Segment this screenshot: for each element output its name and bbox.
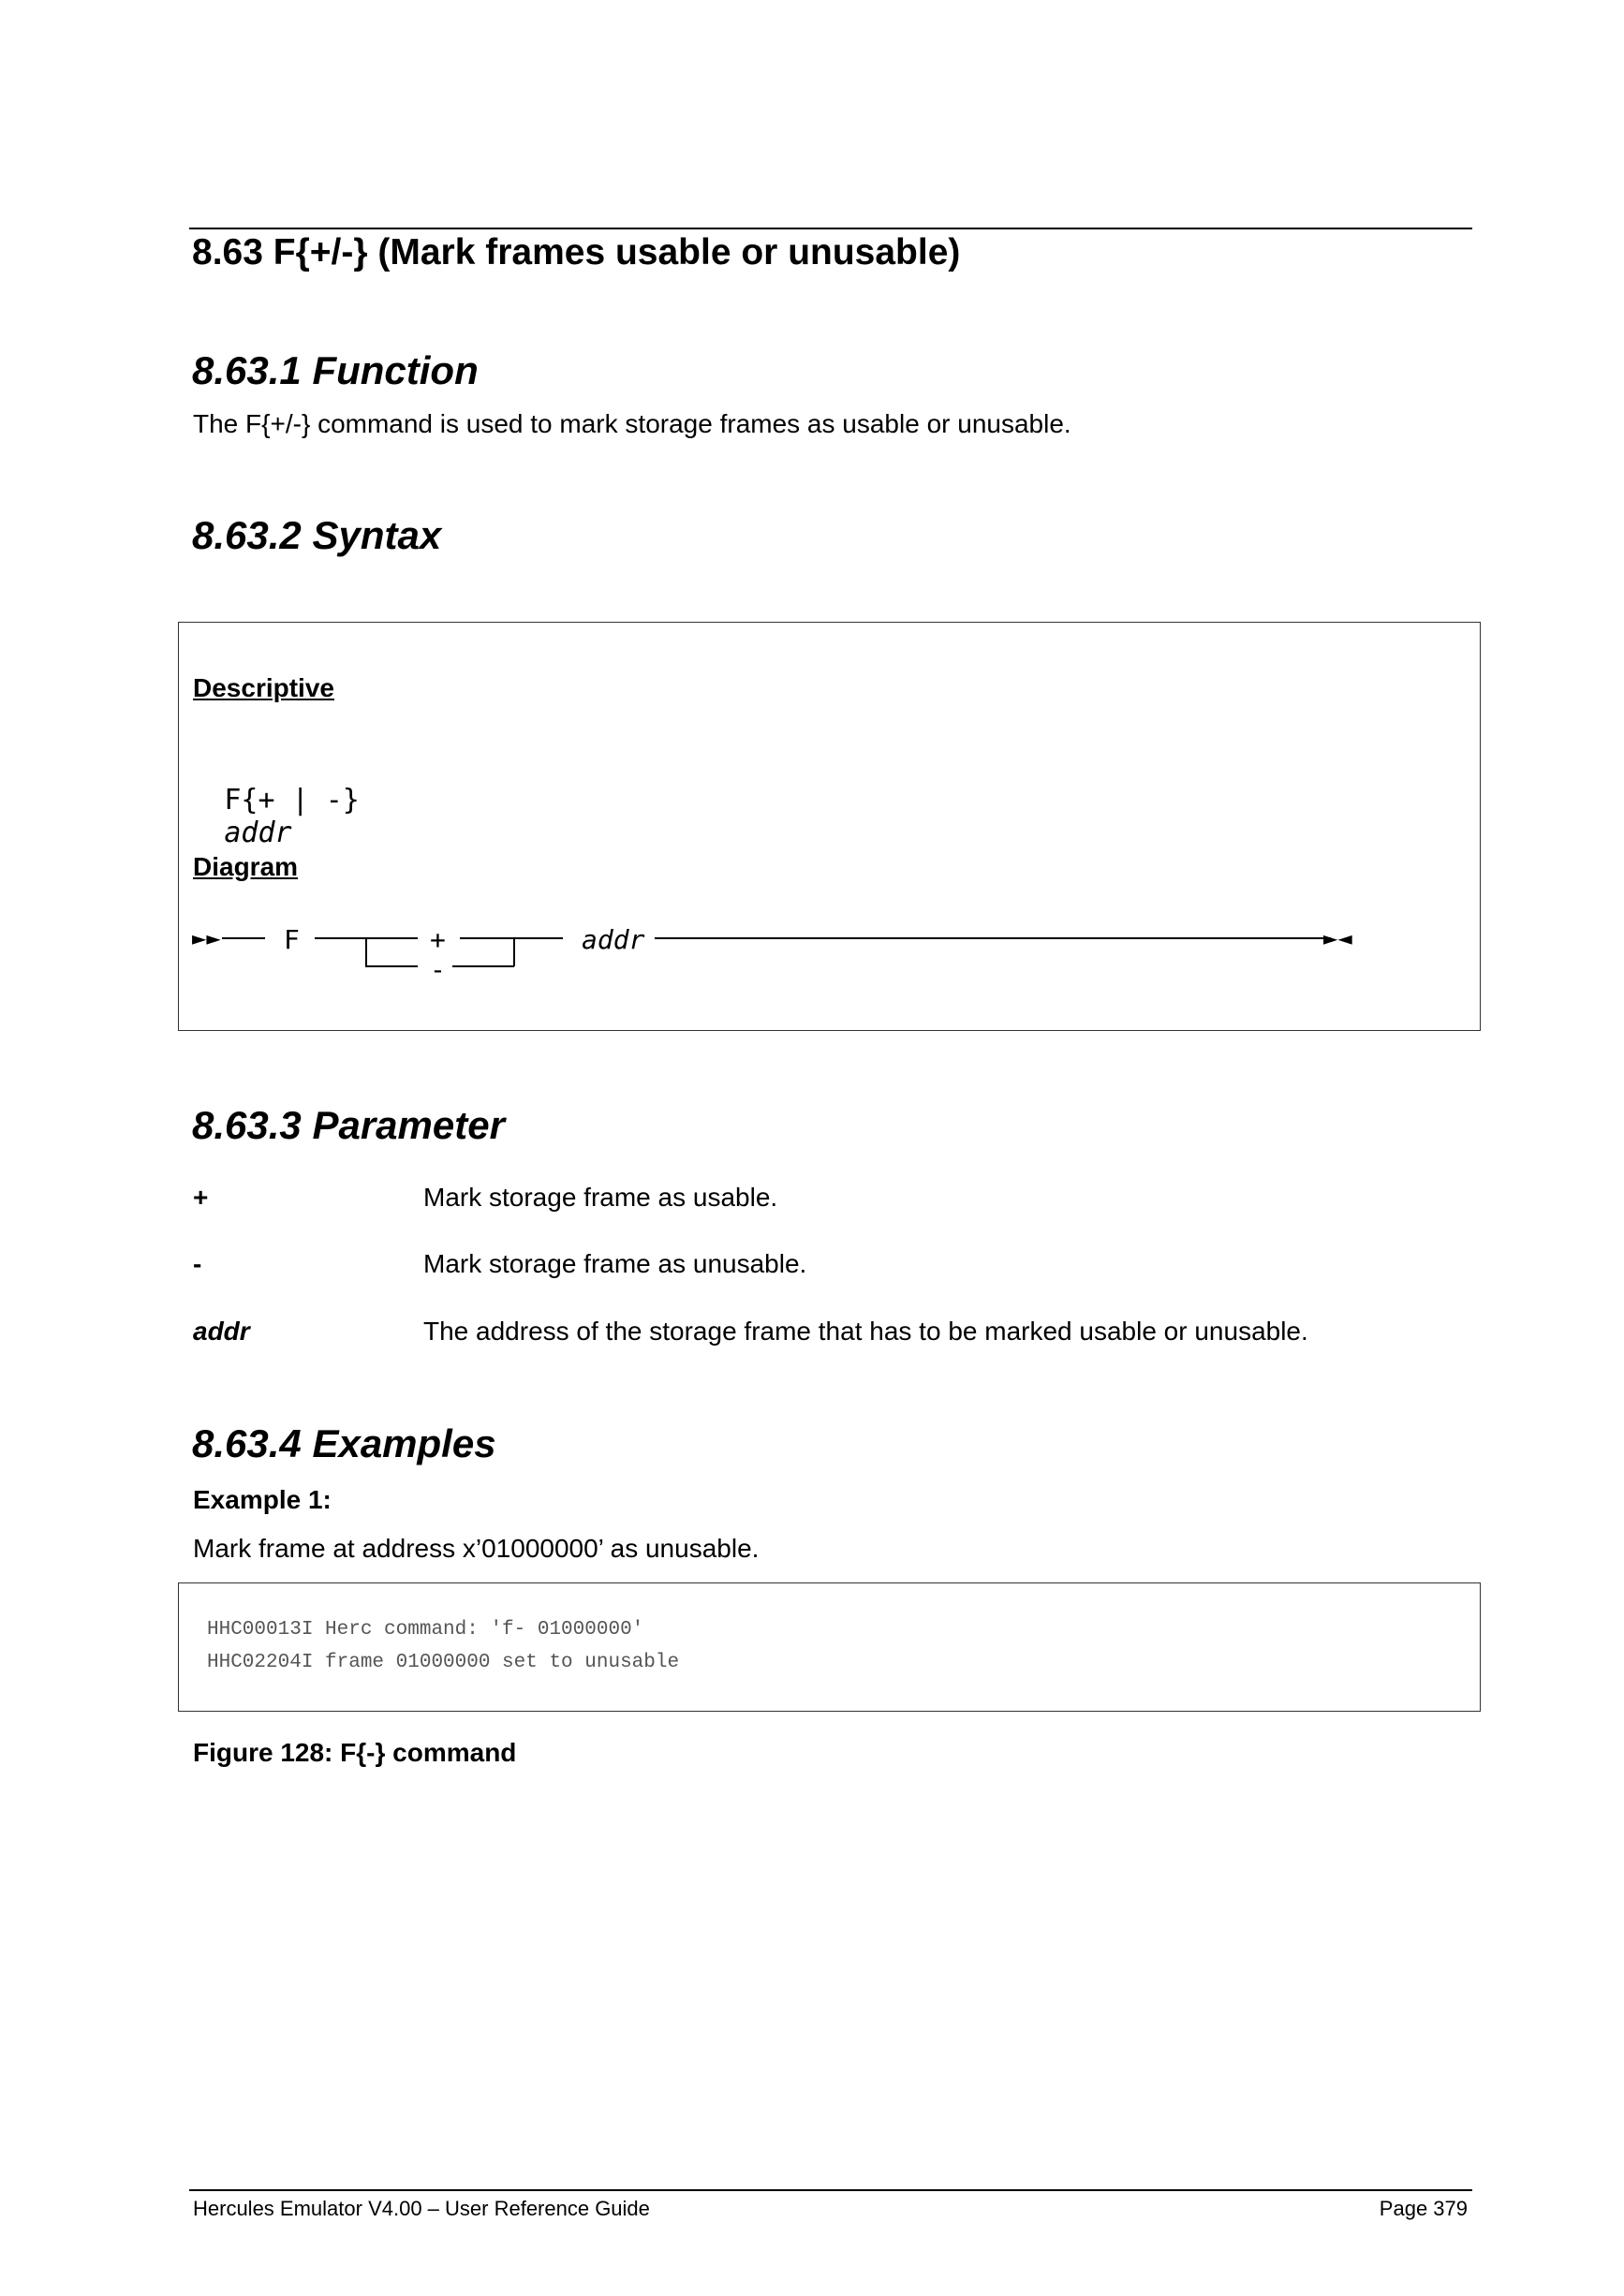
parameter-heading: 8.63.3 Parameter [192,1103,505,1147]
section-title: 8.63 F{+/-} (Mark frames usable or unusable) [192,232,961,272]
diagram-option-minus: - [430,954,446,985]
header-rule [189,228,1472,229]
descriptive-prefix: F{+ | -} [224,784,360,817]
param-desc-plus: Mark storage frame as usable. [423,1183,778,1212]
function-heading: 8.63.1 Function [192,348,479,392]
code-line: HHC02204I frame 01000000 set to unusable [207,1652,680,1673]
diagram-label: Diagram [193,852,299,881]
syntax-diagram [179,904,1482,988]
param-term-addr: addr [193,1317,250,1346]
param-term-plus: + [193,1183,209,1212]
example1-text: Mark frame at address x’01000000’ as unusable. [193,1534,760,1563]
diagram-start-marker: ►► [192,927,221,949]
footer-rule [189,2189,1472,2191]
page-number: Page 379 [1379,2197,1468,2220]
descriptive-label: Descriptive [193,673,334,702]
examples-heading: 8.63.4 Examples [192,1421,496,1465]
param-term-minus: - [193,1249,202,1278]
param-desc-addr: The address of the storage frame that has to be marked usable or unusable. [423,1317,1308,1346]
diagram-end-marker: ►◄ [1323,927,1352,949]
descriptive-param: addr [224,817,292,849]
function-text: The F{+/-} command is used to mark storage frames as usable or unusable. [193,409,1071,438]
footer-title: Hercules Emulator V4.00 – User Reference Guide [193,2197,650,2220]
syntax-box [178,622,1481,1031]
diagram-option-plus: + [430,924,446,955]
example1-label: Example 1: [193,1485,332,1514]
figure-caption: Figure 128: F{-} command [193,1738,517,1767]
code-line: HHC00013I Herc command: 'f- 01000000' [207,1619,644,1641]
syntax-heading: 8.63.2 Syntax [192,513,442,557]
diagram-command: F [284,924,300,955]
diagram-param: addr [582,924,645,955]
code-block [178,1582,1481,1712]
param-desc-minus: Mark storage frame as unusable. [423,1249,807,1278]
